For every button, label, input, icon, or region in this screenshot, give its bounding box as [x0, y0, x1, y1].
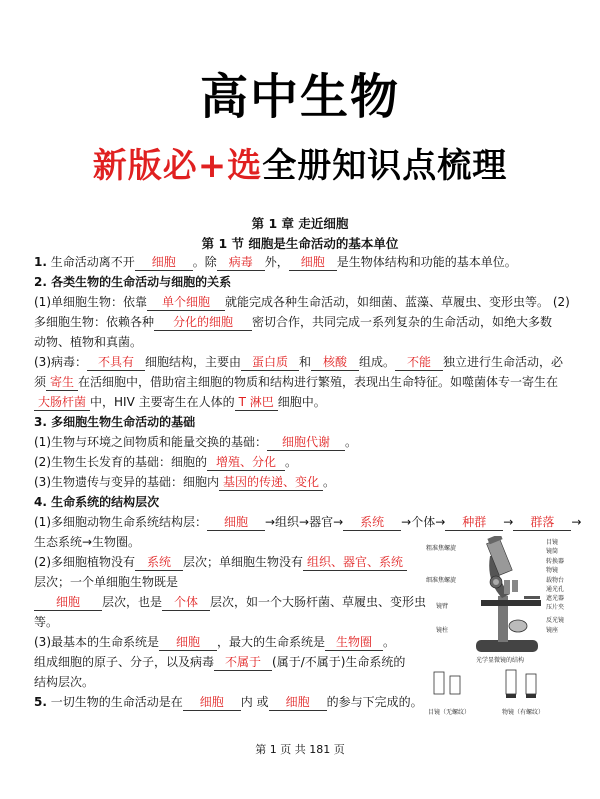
p6-line2: 层次；一个单细胞生物既是: [34, 575, 179, 589]
p6-line4: 等。: [34, 615, 59, 629]
p4-a: (1)生物与环境之间物质和能量交换的基础： 细胞代谢 。: [34, 435, 358, 449]
page-subtitle: [0, 138, 600, 187]
blank: 生物圈: [325, 634, 383, 651]
blank: 系统: [343, 514, 401, 531]
p4-b: (2)生物生长发育的基础：细胞的 增殖、分化 。: [34, 455, 298, 469]
svg-text:目镜: 目镜: [546, 539, 559, 546]
objective-caption: 物镜（有螺纹）: [502, 709, 545, 716]
blank: 细胞: [289, 254, 337, 271]
p2-line1: (1)单细胞生物：依靠 单个细胞 就能完成各种生命活动，如细菌、蓝藻、草履虫、变形虫等。 (2): [34, 295, 570, 309]
point-5: 5. 一切生物的生命活动是在 细胞 内 或 细胞 的参与下完成的。: [34, 695, 423, 709]
p3-line1: (3)病毒： 不具有 细胞结构，主要由 蛋白质 和 核酸 组成。 不能 独立进行生命活动，必: [34, 355, 564, 369]
p6-line1: (2)多细胞植物没有 系统 层次；单细胞生物没有 组织、器官、系统: [34, 552, 422, 572]
blank: 不能: [395, 354, 443, 371]
svg-text:镜柱: 镜柱: [436, 627, 449, 634]
page-footer: 第 1 页 共 181 页: [255, 743, 345, 756]
svg-text:通光孔: 通光孔: [546, 586, 565, 593]
section-heading: 第 1 节 细胞是生命活动的基本单位: [201, 236, 399, 251]
p7-line3: 结构层次。: [34, 675, 95, 689]
p3-line3: 大肠杆菌 中，HIV 主要寄生在人体的 T 淋巴 细胞中。: [34, 392, 568, 412]
blank: 基因的传递、变化: [219, 474, 323, 491]
p3-line2: 须 寄生 在活细胞中，借助宿主细胞的物质和结构进行繁殖，表现出生命特征。如噬菌体专一寄生在: [34, 375, 559, 389]
heading-4: 4. 生命系统的结构层次: [34, 495, 160, 509]
svg-text:镜筒: 镜筒: [546, 548, 559, 555]
svg-text:细准焦螺旋: 细准焦螺旋: [426, 577, 457, 584]
blank: 蛋白质: [241, 354, 299, 371]
svg-text:物镜: 物镜: [546, 567, 559, 574]
blank: 群落: [513, 514, 571, 531]
labels-right: [546, 538, 564, 634]
p2-line3: 动物、植物和真菌。: [34, 335, 143, 349]
heading-2: 2. 各类生物的生命活动与细胞的关系: [34, 275, 232, 289]
microscope-diagram: [426, 536, 576, 732]
subtitle-red: 新版必+选: [92, 146, 263, 186]
p5-line1: (1)多细胞动物生命系统结构层： 细胞 →组织→器官→ 系统 →个体→ 种群 → 群落 →: [34, 515, 582, 529]
labels-left: [426, 544, 456, 634]
svg-text:遮光器: 遮光器: [546, 595, 565, 602]
blank: 细胞: [159, 634, 217, 651]
svg-text:反光镜: 反光镜: [546, 617, 565, 624]
blank: 不属于: [214, 654, 272, 671]
subtitle-black: 全册知识点梳理: [262, 146, 508, 186]
blank: 寄生: [46, 374, 78, 391]
blank: 核酸: [311, 354, 359, 371]
blank: 细胞: [183, 694, 241, 711]
svg-text:压片夹: 压片夹: [546, 604, 565, 611]
p6-line3: 细胞 层次，也是 个体 层次，如一个大肠杆菌、草履虫、变形虫: [34, 592, 422, 612]
blank: 病毒: [217, 254, 265, 271]
blank: 种群: [445, 514, 503, 531]
svg-text:镜座: 镜座: [546, 627, 559, 634]
microscope-figure: [426, 536, 576, 732]
blank: 组织、器官、系统: [303, 554, 407, 571]
blank: 单个细胞: [147, 294, 225, 311]
blank: 个体: [162, 594, 210, 611]
blank: 细胞: [269, 694, 327, 711]
blank: T 淋巴: [235, 394, 278, 411]
svg-text:粗准焦螺旋: 粗准焦螺旋: [426, 545, 457, 552]
p7-line1: (3)最基本的生命系统是 细胞 ，最大的生命系统是 生物圈 。: [34, 635, 396, 649]
chapter-heading: 第 1 章 走近细胞: [251, 216, 349, 231]
point-1: 1. 生命活动离不开 细胞 。除 病毒 外， 细胞 是生物体结构和功能的基本单位。: [34, 255, 517, 269]
text-column-left: [34, 552, 427, 712]
svg-text:转换器: 转换器: [546, 558, 565, 565]
blank: 细胞: [34, 594, 102, 611]
blank: 系统: [135, 554, 183, 571]
svg-text:载物台: 载物台: [546, 577, 565, 584]
eyepiece-caption: 目镜（无螺纹）: [428, 709, 471, 716]
figure-caption: 光学显微镜的结构: [476, 657, 525, 664]
blank: 细胞: [135, 254, 193, 271]
p5-line2: 生态系统→生物圈。: [34, 535, 141, 549]
blank: 大肠杆菌: [34, 394, 90, 411]
blank: 细胞代谢: [267, 434, 345, 451]
p4-c: (3)生物遗传与变异的基础：细胞内 基因的传递、变化 。: [34, 475, 336, 489]
page-title: 高中生物: [199, 69, 400, 125]
heading-3: 3. 多细胞生物生命活动的基础: [34, 415, 196, 429]
p2-line2: 多细胞生物：依赖各种 分化的细胞 密切合作，共同完成一系列复杂的生命活动，如绝大多数: [34, 315, 553, 329]
blank: 分化的细胞: [154, 314, 252, 331]
blank: 细胞: [207, 514, 265, 531]
svg-text:镜臂: 镜臂: [436, 603, 449, 610]
p7-line2: 组成细胞的原子、分子，以及病毒 不属于 (属于/不属于)生命系统的: [34, 655, 406, 669]
blank: 增殖、分化: [207, 454, 285, 471]
blank: 不具有: [87, 354, 145, 371]
